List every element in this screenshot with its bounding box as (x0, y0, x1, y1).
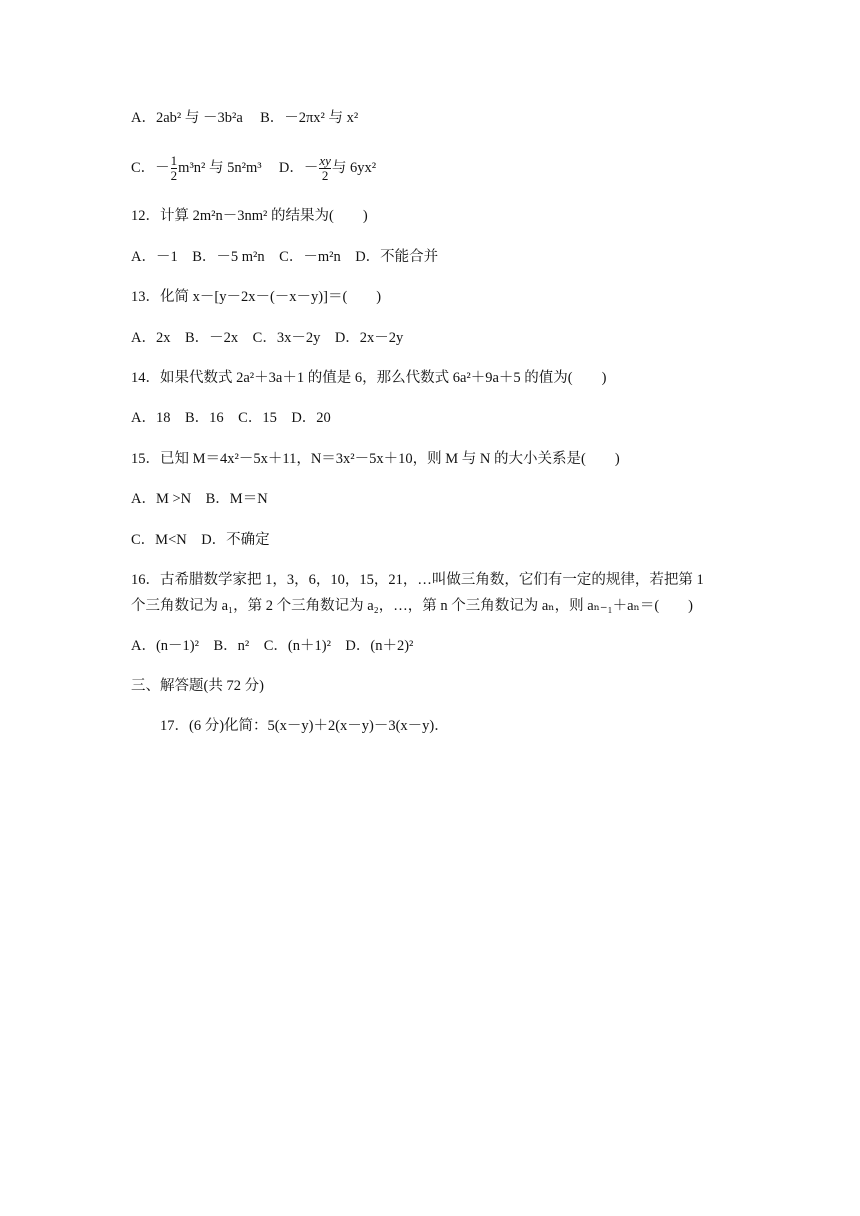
q11-option-d-numerator: xy (319, 153, 331, 169)
q11-option-d-denominator: 2 (319, 168, 331, 183)
q11-option-c-sign: － (155, 160, 170, 176)
q16-stem-line1: 16．古希腊数学家把 1，3，6，10，15，21，…叫做三角数，它们有一定的规律，若把第 1 (131, 572, 704, 588)
q11-option-c-denominator: 2 (170, 168, 178, 184)
q15-options-ab: A．M >N B．M＝N (131, 491, 268, 507)
q16-stem-line2: 个三角数记为 a₁，第 2 个三角数记为 a₂，…，第 n 个三角数记为 aₙ，则 aₙ₋₁＋aₙ＝( ) (131, 598, 693, 614)
q11-option-c-numerator: 1 (170, 153, 178, 169)
q16-options: A．(n－1)² B．n² C．(n＋1)² D．(n＋2)² (131, 638, 414, 654)
q11-option-c-label: C． (131, 160, 156, 176)
q11-option-d-fraction (319, 154, 331, 183)
q11-option-d-rest: 与 6yx² (331, 160, 377, 176)
q11-options-cd (131, 152, 376, 184)
q11-option-c-rest: m³n² 与 5n²m³ (178, 160, 262, 176)
q11-option-c-fraction (171, 154, 178, 183)
q11-option-b: －2πx² 与 x² (284, 110, 359, 126)
q11-options-ab (131, 108, 358, 128)
q12-stem: 12．计算 2m²n－3nm² 的结果为( ) (131, 208, 368, 224)
q14-stem: 14．如果代数式 2a²＋3a＋1 的值是 6，那么代数式 6a²＋9a＋5 的值为( ) (131, 370, 607, 386)
q11-option-d-sign: － (303, 160, 319, 176)
q13-stem: 13．化简 x－[y－2x－(－x－y)]＝( ) (131, 289, 382, 305)
q15-options-cd: C．M<N D．不确定 (131, 532, 270, 548)
q12-options: A．－1 B．－5 m²n C．－m²n D．不能合并 (131, 249, 439, 265)
q11-option-a-label: A． (131, 110, 156, 126)
q11-option-b-label: B． (260, 110, 285, 126)
q14-options: A．18 B．16 C．15 D．20 (131, 410, 331, 426)
q15-stem: 15．已知 M＝4x²－5x＋11，N＝3x²－5x＋10，则 M 与 N 的大小关系是( ) (131, 451, 620, 467)
q11-option-d-label: D． (278, 160, 304, 176)
section-heading: 三、解答题(共 72 分) (131, 678, 264, 694)
q17-text: 17．(6 分)化简：5(x－y)＋2(x－y)－3(x－y)． (160, 718, 449, 734)
q11-option-a: 2ab² 与 －3b²a (155, 110, 243, 126)
q13-options: A．2x B．－2x C．3x－2y D．2x－2y (131, 330, 404, 346)
